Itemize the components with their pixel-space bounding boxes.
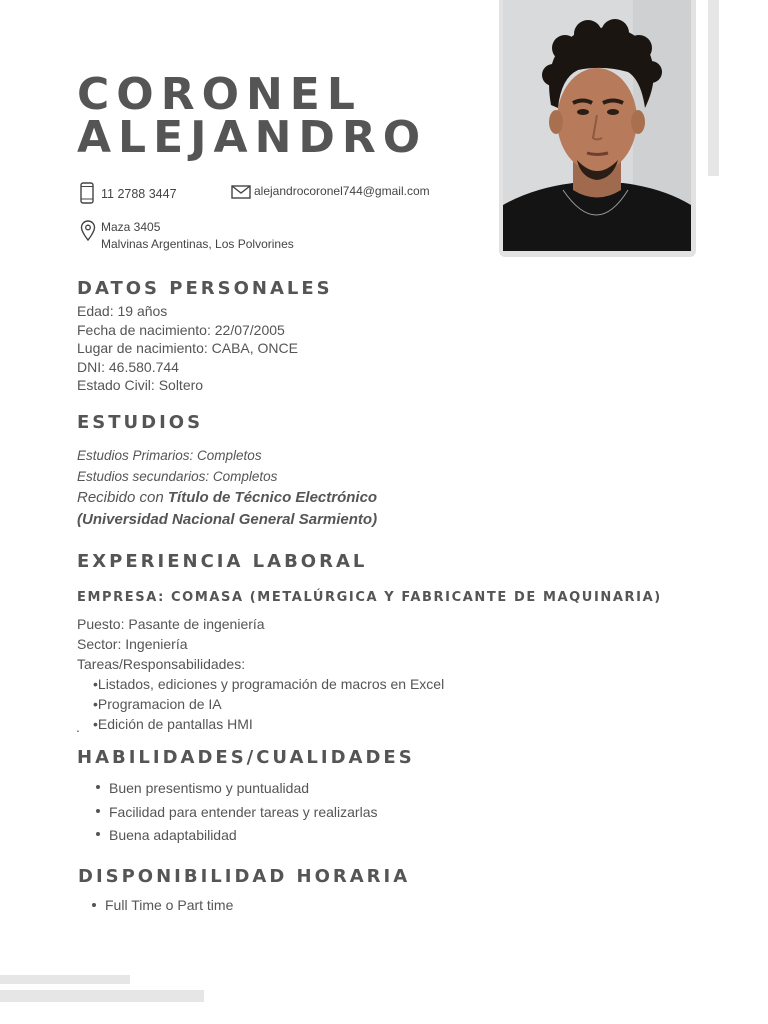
habilidad-item: Buen presentismo y puntualidad (109, 777, 377, 801)
experiencia-tareas-label: Tareas/Responsabilidades: (77, 656, 246, 672)
tarea-item: •Listados, ediciones y programación de macros en Excel (93, 676, 445, 692)
section-title-disponibilidad: DISPONIBILIDAD HORARIA (78, 866, 411, 887)
decor-bar-right (708, 0, 719, 176)
decor-bar-bottom-long (0, 990, 204, 1002)
datos-dni: DNI: 46.580.744 (77, 358, 179, 375)
section-title-estudios: ESTUDIOS (77, 412, 204, 433)
estudios-primarios: Estudios Primarios: Completos (77, 448, 262, 463)
datos-estado-civil: Estado Civil: Soltero (77, 377, 204, 393)
stray-mark: . (76, 719, 80, 735)
estudios-secundarios: Estudios secundarios: Completos (77, 469, 278, 484)
experiencia-sector: Sector: Ingeniería (77, 636, 188, 652)
disponibilidad-list (105, 895, 233, 915)
habilidad-item: Facilidad para entender tareas y realizarlas (109, 801, 377, 825)
datos-edad: Edad: 19 años (77, 303, 168, 319)
experiencia-puesto: Puesto: Pasante de ingeniería (77, 616, 265, 632)
datos-fecha-nacimiento: Fecha de nacimiento: 22/07/2005 (77, 321, 285, 338)
section-title-datos-personales: DATOS PERSONALES (77, 278, 333, 299)
universidad: (Universidad Nacional General Sarmiento) (77, 511, 378, 528)
profile-photo-image (503, 0, 691, 251)
name-line-1: CORONEL (77, 69, 362, 120)
email-address[interactable]: alejandrocoronel744@gmail.com (254, 184, 430, 198)
section-title-habilidades: HABILIDADES/CUALIDADES (77, 747, 415, 768)
name-line-2: ALEJANDRO (77, 112, 428, 163)
datos-lugar-nacimiento: Lugar de nacimiento: CABA, ONCE (77, 340, 298, 356)
location-pin-icon (80, 220, 96, 241)
address-line-2: Malvinas Argentinas, Los Polvorines (101, 237, 294, 251)
habilidades-list (109, 777, 377, 848)
estudios-recibido (77, 487, 377, 509)
disponibilidad-item: Full Time o Part time (105, 897, 234, 913)
titulo-tecnico: Título de Técnico Electrónico (167, 489, 378, 506)
phone-icon (80, 182, 94, 204)
experiencia-details (77, 614, 444, 734)
estudios-list (77, 445, 377, 531)
habilidad-item: Buena adaptabilidad (109, 824, 377, 848)
envelope-icon (231, 185, 251, 199)
phone-number[interactable]: 11 2788 3447 (101, 187, 177, 201)
section-title-experiencia: EXPERIENCIA LABORAL (77, 551, 368, 572)
tarea-item: •Programacion de IA (93, 696, 222, 712)
empresa-title: EMPRESA: COMASA (METALÚRGICA Y FABRICANTE DE MAQUINARIA) (77, 590, 662, 605)
address-line-1: Maza 3405 (101, 220, 161, 234)
tarea-item: •Edición de pantallas HMI (93, 716, 253, 732)
recibido-prefix: Recibido con (77, 489, 168, 506)
decor-bar-bottom-short (0, 975, 130, 984)
datos-personales-list (77, 302, 298, 395)
profile-photo (499, 0, 696, 257)
